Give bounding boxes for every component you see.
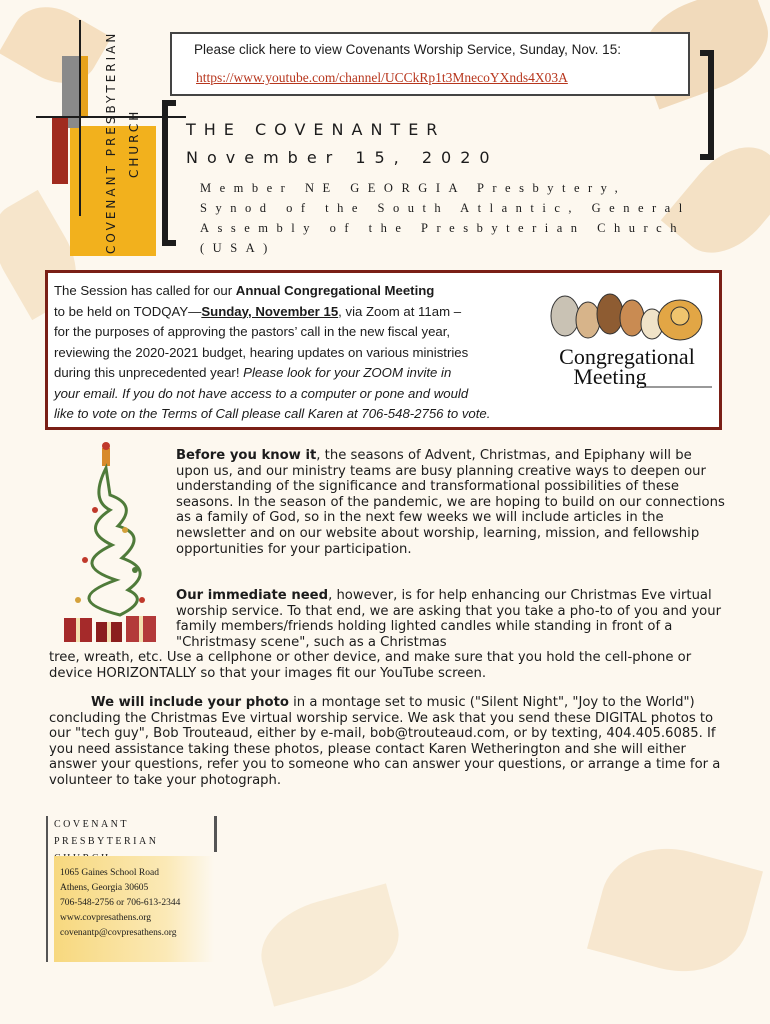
christmas-tree-image (50, 440, 170, 660)
notice-line3: for the purposes of approving the pastors’ call in the new fiscal year, (54, 324, 451, 339)
youtube-link[interactable]: https://www.youtube.com/channel/UCCkRp1t3MnecoYXnds4X03A (196, 70, 568, 85)
notice-line7: like to vote on the Terms of Call please call Karen at 706-548-2756 to vote. (54, 406, 491, 421)
paragraph-1-lead: Before you know it (176, 448, 317, 463)
logo-text-line2: CHURCH (127, 108, 141, 178)
right-bracket (700, 50, 714, 160)
left-bracket (162, 100, 176, 246)
newsletter-date: November 15, 2020 (186, 148, 499, 167)
paragraph-3-text: in a montage set to music ("Silent Night", "Joy to the World") concluding the Christmas Eve virtual worship service. We ask that you send these DIGITAL photos to our "tech guy", Bob Trouteaud, either by e-mail, bob@trouteaud.com, or by texting, 404.405.6085. If you need assistance taking these photos, please contact Karen Wetherington and she will either answer your questions, refer you to someone who can answer your questions, or arrange a time for a volunteer to take your photograph. (49, 695, 721, 788)
notice-line6: your email. If you do not have access to a computer or pone and would (54, 385, 469, 401)
newsletter-title: THE COVENANTER (186, 120, 446, 139)
contact-website[interactable]: www.covpresathens.org (60, 913, 152, 923)
caption-line1: Congregational (559, 344, 695, 369)
contact-city: Athens, Georgia 30605 (60, 883, 149, 893)
paragraph-3-lead: We will include your photo (91, 695, 289, 710)
article-paragraph-1 (176, 448, 726, 557)
notice-line5: during this unprecedented year! (54, 365, 244, 380)
notice-line5-italic: Please look for your ZOOM invite in (243, 365, 452, 380)
contact-heading (54, 816, 217, 852)
notice-line1: The Session has called for our (54, 283, 236, 298)
notice-meeting-name: Annual Congregational Meeting (235, 283, 435, 298)
logo-red-block (52, 118, 68, 184)
paragraph-2-text-a: , however, is for help enhancing our Christmas Eve virtual worship service. To that end, we are asking that you take a pho-to of you and your family members/friends holding lighted candles while standing in front of a "Christmasy scene", such as a Christmas (176, 588, 722, 650)
caption-line2: Meeting (573, 364, 647, 388)
article-paragraph-3 (49, 695, 729, 789)
logo-gold-block (80, 56, 88, 116)
article-paragraph-2a (176, 588, 726, 650)
notice-line2-rest: , via Zoom at 11am – (338, 303, 462, 319)
contact-address: 1065 Gaines School Road (60, 868, 159, 878)
notice-line2: to be held on TODQAY— (54, 303, 202, 319)
paragraph-1-text: , the seasons of Advent, Christmas, and Epiphany will be upon us, and our ministry teams are busy planning creative ways to deepen our understanding of the significance and transformational possibilities of these seasons. In the season of the pandemic, we are hoping to build on our connections as a family of God, so in the next few weeks we will include articles in the newsletter and on our website about worship, learning, mission, and fellowship opportunities for your participation. (176, 448, 725, 557)
contact-phone: 706-548-2756 or 706-613-2344 (60, 898, 181, 908)
logo-vertical-line (79, 20, 81, 216)
meeting-notice-text (54, 281, 554, 425)
paragraph-2-text-b: tree, wreath, etc. Use a cellphone or other device, and make sure that you hold the cell-phone or device HORIZONTALLY so that your images fit our YouTube screen. (49, 650, 692, 681)
contact-details (54, 856, 214, 962)
notice-line4: reviewing the 2020-2021 budget, hearing updates on various ministries (54, 344, 469, 360)
tree-topper (102, 448, 110, 466)
worship-link-prompt: Please click here to view Covenants Worship Service, Sunday, Nov. 15: (194, 42, 621, 57)
worship-link-box (170, 32, 690, 96)
contact-email[interactable]: covenantp@covpresathens.org (60, 928, 177, 938)
logo-text-line1: COVENANT PRESBYTERIAN (104, 30, 118, 254)
paragraph-2-lead: Our immediate need (176, 588, 329, 603)
congregational-meeting-image (540, 286, 715, 388)
contact-name-line1: COVENANT (54, 819, 129, 830)
notice-meeting-date: Sunday, November 15 (201, 303, 339, 319)
article-paragraph-2b (49, 650, 729, 681)
church-contact-block (46, 816, 214, 962)
contact-name-line2: PRESBYTERIAN (54, 836, 159, 847)
membership-line: Member NE GEORGIA Presbytery, Synod of the South Atlantic, General Assembly of the Presbyterian Church (USA) (200, 181, 691, 255)
